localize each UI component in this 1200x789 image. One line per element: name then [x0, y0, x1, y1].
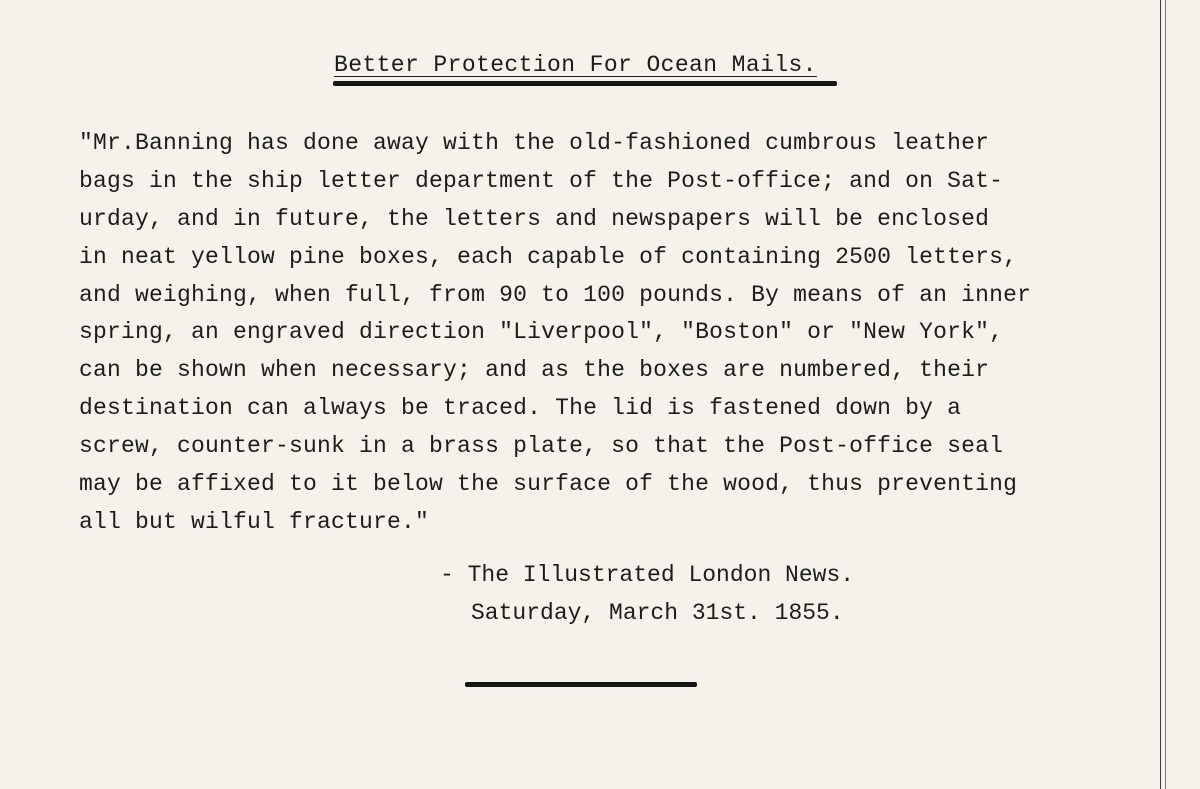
body-line: "Mr.Banning has done away with the old-fashioned cumbrous leather	[79, 130, 990, 156]
closing-rule	[465, 682, 697, 687]
attribution-source: - The Illustrated London News.	[440, 562, 855, 588]
body-line: screw, counter-sunk in a brass plate, so that the Post-office seal	[79, 433, 1004, 460]
quotation-body	[79, 125, 1139, 542]
title-rule	[333, 81, 837, 86]
body-line: destination can always be traced. The lid is fastened down by a	[79, 395, 962, 422]
body-line: in neat yellow pine boxes, each capable of containing 2500 letters,	[79, 243, 1018, 270]
attribution	[440, 556, 854, 632]
body-line: spring, an engraved direction "Liverpool", "Boston" or "New York",	[79, 319, 1004, 346]
page-edge-line-inner	[1165, 0, 1166, 789]
body-line: can be shown when necessary; and as the boxes are numbered, their	[79, 357, 990, 384]
body-line: bags in the ship letter department of the Post-office; and on Sat-	[79, 167, 1004, 194]
body-line: urday, and in future, the letters and newspapers will be enclosed	[79, 205, 990, 232]
document-title: Better Protection For Ocean Mails.	[334, 52, 817, 78]
attribution-date: Saturday, March 31st. 1855.	[471, 600, 844, 626]
body-line: all but wilful fracture."	[79, 508, 430, 535]
body-line: and weighing, when full, from 90 to 100 pounds. By means of an inner	[79, 281, 1032, 308]
page-edge-line	[1160, 0, 1161, 789]
body-line: may be affixed to it below the surface of the wood, thus preventing	[79, 471, 1018, 498]
